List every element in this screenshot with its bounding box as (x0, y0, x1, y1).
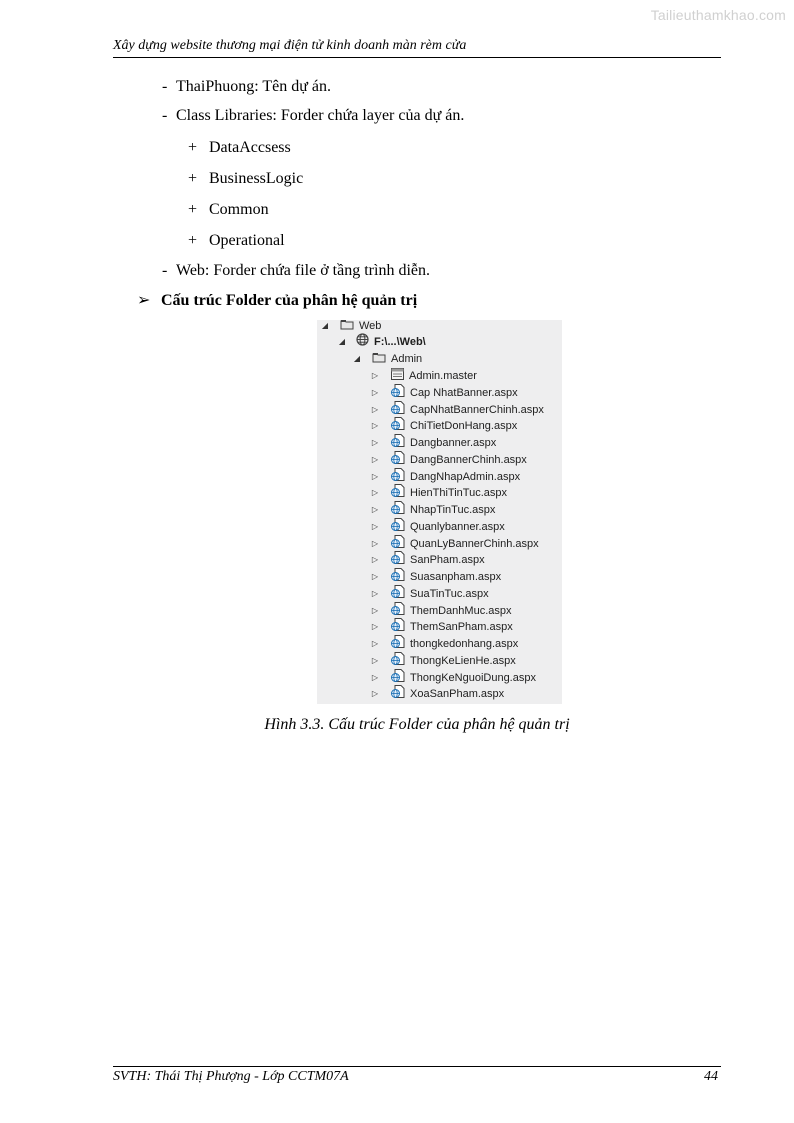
aspx-page-icon (391, 417, 405, 435)
tree-node-folder[interactable] (351, 351, 422, 367)
tree-node-label: Quanlybanner.aspx (410, 520, 505, 533)
aspx-page-icon (391, 451, 405, 469)
folder-icon (372, 351, 386, 368)
section-heading (137, 291, 417, 311)
aspx-page-icon (391, 652, 405, 670)
tree-node-file[interactable] (369, 686, 504, 702)
aspx-page-icon (391, 635, 405, 653)
aspx-page-icon (391, 384, 405, 402)
triangle-right-icon[interactable]: ▷ (371, 689, 379, 699)
sub-list-item-text: BusinessLogic (209, 170, 304, 187)
tree-node-label: SuaTinTuc.aspx (410, 587, 489, 600)
tree-node-label: F:\...\Web\ (374, 336, 426, 348)
tree-node-label: SanPham.aspx (410, 554, 485, 567)
triangle-right-icon[interactable]: ▷ (371, 572, 379, 581)
triangle-right-icon[interactable]: ▷ (371, 605, 379, 615)
triangle-down-icon[interactable]: ◢ (338, 337, 346, 346)
triangle-right-icon[interactable]: ▷ (371, 555, 379, 565)
watermark: Tailieuthamkhao.com (650, 7, 786, 23)
list-item (162, 106, 464, 126)
tree-node-label: DangBannerChinh.aspx (410, 453, 527, 466)
aspx-page-icon (391, 518, 405, 536)
sub-list-item-text: Operational (209, 232, 285, 249)
list-item (162, 77, 331, 97)
tree-node-label: Cap NhatBanner.aspx (410, 386, 518, 399)
aspx-page-icon (391, 401, 405, 419)
sub-list-item-text: DataAccsess (209, 139, 291, 156)
folder-icon (340, 318, 354, 335)
tree-node-file[interactable] (369, 653, 516, 669)
tree-node-label: ThemSanPham.aspx (410, 621, 513, 634)
aspx-page-icon (391, 484, 405, 502)
plus-bullet: + (188, 139, 198, 156)
tree-node-label: HienThiTinTuc.aspx (410, 487, 507, 500)
aspx-page-icon (391, 618, 405, 636)
list-item (162, 261, 430, 281)
dash-bullet: - (162, 78, 168, 95)
triangle-right-icon[interactable]: ▷ (371, 622, 379, 632)
sub-list-item (188, 169, 303, 189)
tree-node-file[interactable] (369, 586, 489, 602)
aspx-page-icon (391, 685, 405, 703)
tree-node-file[interactable] (369, 569, 501, 585)
aspx-page-icon (391, 468, 405, 486)
tree-node-file[interactable] (369, 418, 517, 434)
tree-node-label: Web (359, 320, 382, 332)
triangle-right-icon[interactable]: ▷ (371, 387, 379, 397)
globe-icon (356, 333, 369, 351)
tree-node-file[interactable] (369, 636, 518, 652)
tree-node-label: XoaSanPham.aspx (410, 688, 505, 701)
plus-bullet: + (188, 170, 198, 187)
tree-node-label: thongkedonhang.aspx (410, 638, 519, 650)
plus-bullet: + (188, 201, 198, 218)
sub-list-item (188, 231, 285, 251)
tree-node-file[interactable] (369, 536, 539, 552)
tree-node-label: ThongKeNguoiDung.aspx (410, 671, 536, 684)
triangle-right-icon[interactable]: ▷ (371, 471, 379, 481)
tree-node-file[interactable] (369, 402, 544, 418)
triangle-right-icon[interactable]: ▷ (371, 521, 379, 531)
triangle-down-icon[interactable]: ◢ (353, 354, 361, 363)
tree-node-label: NhapTinTuc.aspx (410, 504, 496, 516)
tree-node-label: DangNhapAdmin.aspx (410, 470, 521, 483)
list-item-text: Web: Forder chứa file ở tầng trình diễn. (176, 262, 430, 279)
tree-node-label: ThemDanhMuc.aspx (410, 604, 512, 617)
tree-node-file[interactable] (369, 385, 518, 401)
tree-node-label: Admin.master (409, 370, 477, 382)
triangle-right-icon[interactable]: ▷ (371, 454, 379, 464)
triangle-right-icon[interactable]: ▷ (371, 672, 379, 682)
footer-rule (113, 1066, 721, 1067)
sub-list-item-text: Common (209, 201, 269, 218)
header-title: Xây dựng website thương mại điện tử kinh doanh màn rèm cửa (113, 38, 467, 53)
section-heading-text: Cấu trúc Folder của phân hệ quản trị (161, 292, 418, 309)
triangle-right-icon[interactable]: ▷ (371, 488, 379, 498)
triangle-right-icon[interactable]: ▷ (371, 505, 379, 514)
page-number: 44 (704, 1069, 718, 1084)
tree-node-file[interactable] (369, 619, 513, 635)
plus-bullet: + (188, 232, 198, 249)
tree-node-label: Suasanpham.aspx (410, 571, 502, 583)
tree-node-label: QuanLyBannerChinh.aspx (410, 537, 539, 550)
aspx-page-icon (391, 585, 405, 603)
triangle-right-icon[interactable]: ▷ (371, 655, 379, 665)
tree-node-file[interactable] (369, 670, 536, 686)
tree-node-file[interactable] (369, 485, 507, 501)
sub-list-item (188, 138, 291, 158)
triangle-right-icon[interactable]: ▷ (371, 538, 379, 548)
tree-node-label: Admin (391, 353, 423, 365)
list-item-text: Class Libraries: Forder chứa layer của dự án. (176, 107, 465, 124)
tree-node-file[interactable] (369, 435, 496, 451)
tree-node-file[interactable] (369, 502, 495, 518)
aspx-page-icon (391, 434, 405, 452)
aspx-page-icon (391, 568, 405, 586)
aspx-page-icon (391, 501, 405, 519)
solution-explorer-tree (317, 320, 562, 704)
tree-node-label: CapNhatBannerChinh.aspx (410, 403, 544, 416)
tree-node-file[interactable] (369, 368, 477, 384)
tree-node-file[interactable] (369, 452, 527, 468)
triangle-right-icon[interactable]: ▷ (371, 639, 379, 648)
footer-author: SVTH: Thái Thị Phượng - Lớp CCTM07A (113, 1069, 349, 1084)
aspx-page-icon (391, 551, 405, 569)
master-page-icon (391, 368, 404, 385)
dash-bullet: - (162, 107, 168, 124)
header-rule (113, 57, 721, 58)
figure-caption: Hình 3.3. Cấu trúc Folder của phân hệ quản trị (264, 716, 570, 733)
arrow-bullet-icon: ➢ (137, 292, 151, 309)
triangle-right-icon[interactable]: ▷ (371, 421, 379, 431)
triangle-right-icon[interactable]: ▷ (371, 404, 379, 414)
triangle-down-icon[interactable]: ◢ (321, 321, 329, 330)
triangle-right-icon[interactable]: ▷ (371, 438, 379, 447)
tree-node-file[interactable] (369, 469, 520, 485)
aspx-page-icon (391, 602, 405, 620)
sub-list-item (188, 200, 269, 220)
aspx-page-icon (391, 669, 405, 687)
tree-node-root[interactable] (319, 318, 381, 334)
tree-node-file[interactable] (369, 552, 485, 568)
triangle-right-icon[interactable]: ▷ (371, 588, 379, 598)
triangle-right-icon[interactable]: ▷ (371, 371, 379, 380)
tree-node-label: ThongKeLienHe.aspx (410, 654, 516, 667)
aspx-page-icon (391, 535, 405, 553)
tree-node-file[interactable] (369, 603, 512, 619)
list-item-text: ThaiPhuong: Tên dự án. (176, 78, 332, 95)
tree-node-label: ChiTietDonHang.aspx (410, 420, 518, 433)
dash-bullet: - (162, 262, 168, 279)
tree-node-file[interactable] (369, 519, 505, 535)
tree-node-label: Dangbanner.aspx (410, 437, 497, 449)
tree-node-project[interactable] (336, 334, 426, 350)
